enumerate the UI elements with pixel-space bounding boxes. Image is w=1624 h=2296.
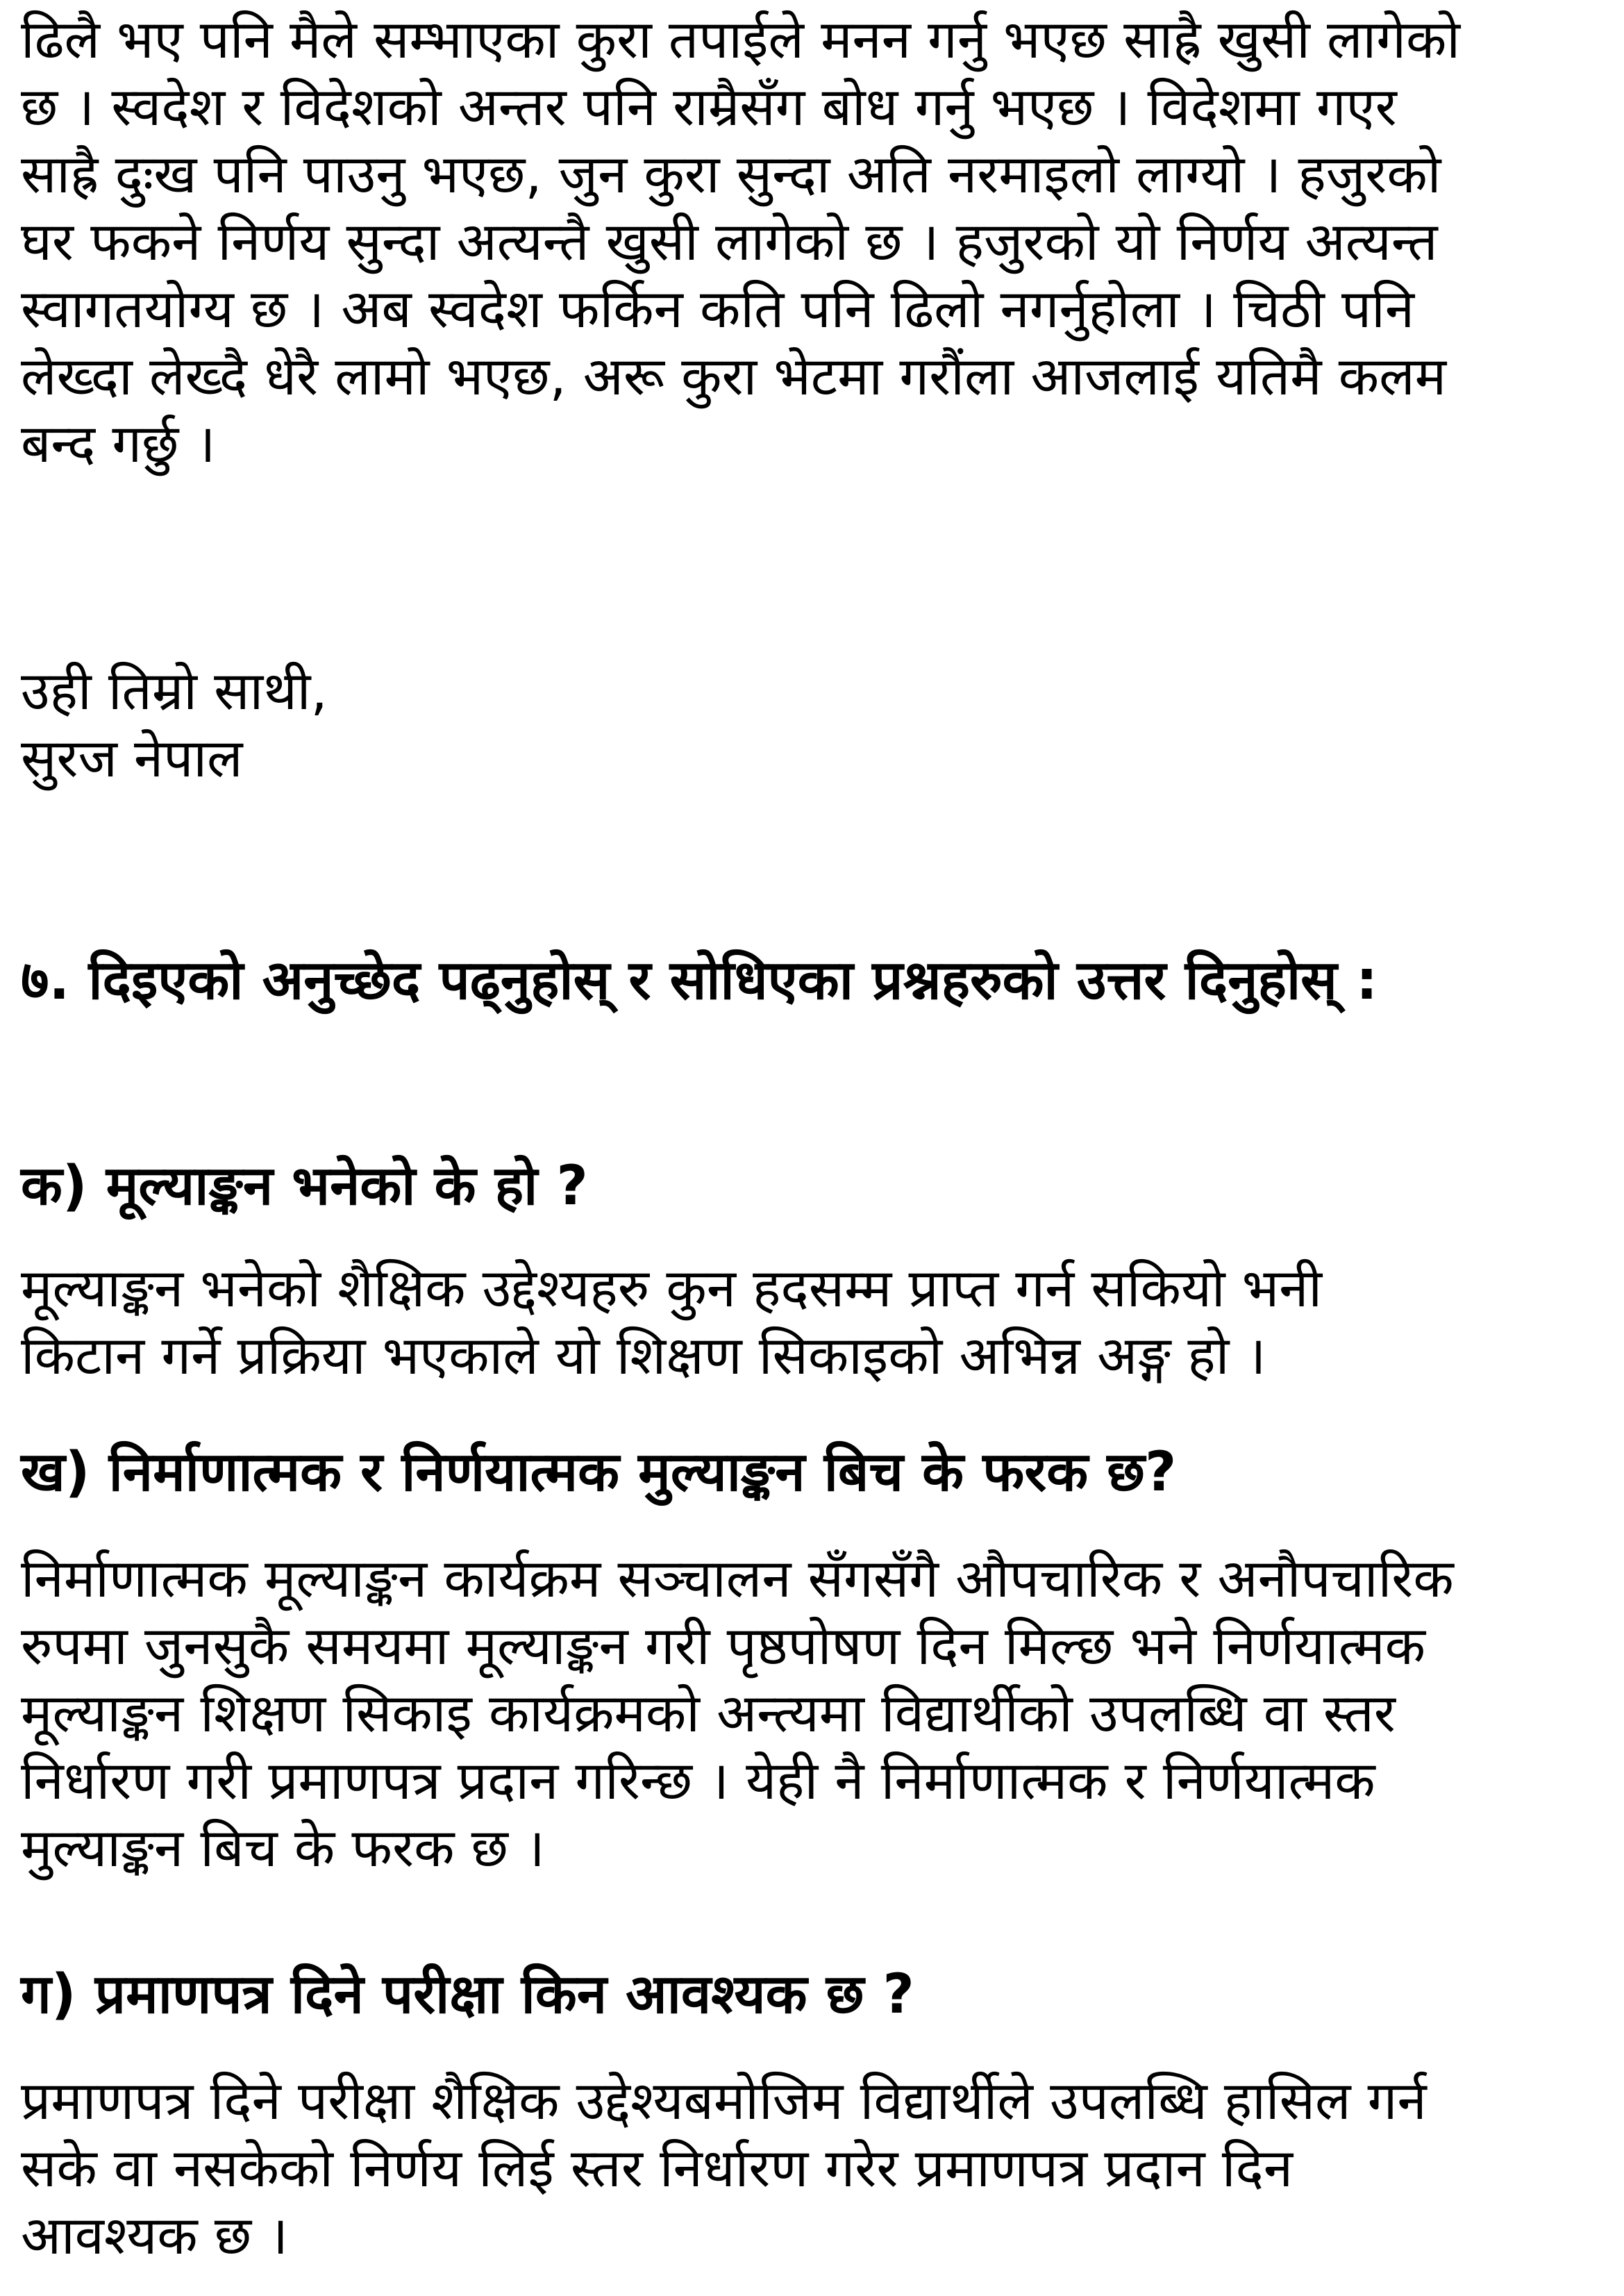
question-kha: ख) निर्माणात्मक र निर्णयात्मक मुल्याङ्कन बिच के फरक छ? xyxy=(21,1441,1177,1504)
answer-kha xyxy=(21,1545,1454,1881)
letter-line: साह्रै दुःख पनि पाउनु भएछ, जुन कुरा सुन्दा अति नरमाइलो लाग्यो । हजुरको xyxy=(21,143,1441,205)
answer-line: सके वा नसकेको निर्णय लिई स्तर निर्धारण गरेर प्रमाणपत्र प्रदान दिन xyxy=(21,2137,1294,2199)
letter-line: लेख्दा लेख्दै धेरै लामो भएछ, अरू कुरा भेटमा गरौंला आजलाई यतिमै कलम xyxy=(21,345,1447,407)
answer-line: निर्धारण गरी प्रमाणपत्र प्रदान गरिन्छ । येही नै निर्माणात्मक र निर्णयात्मक xyxy=(21,1749,1375,1811)
answer-line: मुल्याङ्कन बिच के फरक छ । xyxy=(21,1817,545,1879)
answer-ga xyxy=(21,2067,1427,2269)
letter-line: स्वागतयोग्य छ । अब स्वदेश फर्किन कति पनि ढिलो नगर्नुहोला । चिठी पनि xyxy=(21,278,1415,340)
letter-line: बन्द गर्छु । xyxy=(21,413,216,474)
answer-line: प्रमाणपत्र दिने परीक्षा शैक्षिक उद्देश्यबमोजिम विद्यार्थीले उपलब्धि हासिल गर्न xyxy=(21,2070,1427,2131)
signature-closing: उही तिम्रो साथी, xyxy=(21,660,328,722)
answer-line: रुपमा जुनसुकै समयमा मूल्याङ्कन गरी पृष्ठपोषण दिन मिल्छ भने निर्णयात्मक xyxy=(21,1615,1425,1677)
letter-line: छ । स्वदेश र विदेशको अन्तर पनि राम्रैसँग बोध गर्नु भएछ । विदेशमा गएर xyxy=(21,76,1397,138)
signature-block xyxy=(21,657,328,792)
answer-line: निर्माणात्मक मूल्याङ्कन कार्यक्रम सञ्चालन सँगसँगै औपचारिक र अनौपचारिक xyxy=(21,1547,1454,1609)
answer-line: मूल्याङ्कन भनेको शैक्षिक उद्देश्यहरु कुन हदसम्म प्राप्त गर्न सकियो भनी xyxy=(21,1257,1323,1319)
question-ga: ग) प्रमाणपत्र दिने परीक्षा किन आवश्यक छ ? xyxy=(21,1963,914,2026)
answer-line: आवश्यक छ । xyxy=(21,2204,289,2266)
question-7-heading: ७. दिइएको अनुच्छेद पढ्नुहोस् र सोधिएका प्रश्नहरुको उत्तर दिनुहोस् : xyxy=(21,949,1378,1012)
letter-paragraph xyxy=(21,6,1460,477)
letter-line: घर फकने निर्णय सुन्दा अत्यन्तै खुसी लागेको छ । हजुरको यो निर्णय अत्यन्त xyxy=(21,210,1438,272)
signature-name: सुरज नेपाल xyxy=(21,727,243,789)
answer-line: किटान गर्ने प्रक्रिया भएकाले यो शिक्षण सिकाइको अभिन्न अङ्ग हो । xyxy=(21,1324,1266,1386)
answer-line: मूल्याङ्कन शिक्षण सिकाइ कार्यक्रमको अन्त्यमा विद्यार्थीको उपलब्धि वा स्तर xyxy=(21,1682,1396,1744)
letter-line: ढिलै भए पनि मैले सम्भाएका कुरा तपाईले मनन गर्नु भएछ साह्रै खुसी लागेको xyxy=(21,8,1461,70)
answer-ka xyxy=(21,1254,1322,1389)
question-ka: क) मूल्याङ्कन भनेको के हो ? xyxy=(21,1155,588,1217)
